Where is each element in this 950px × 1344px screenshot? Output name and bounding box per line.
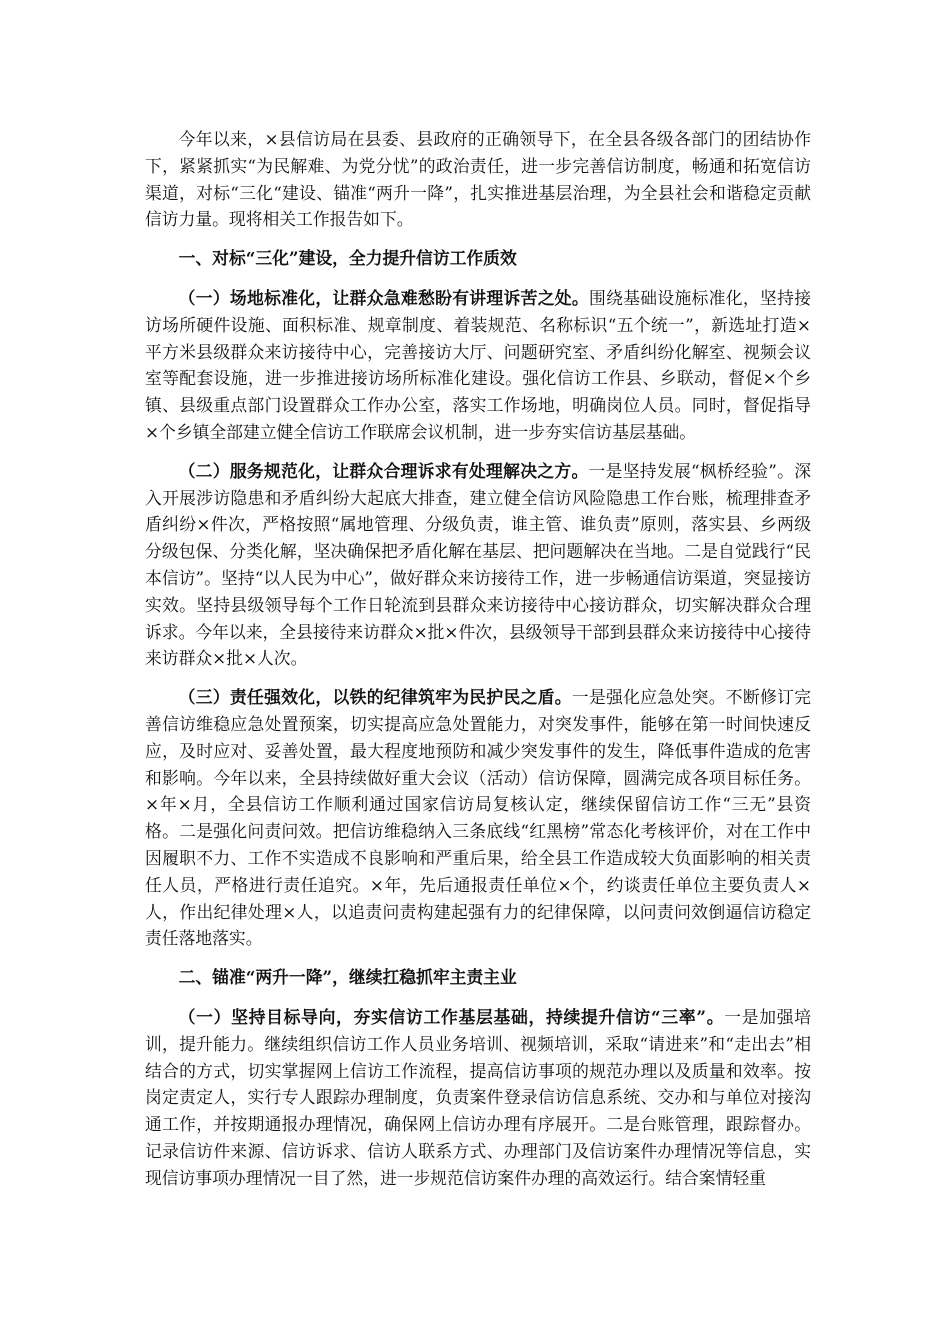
section-2-item-1-body: 一是加强培训，提升能力。继续组织信访工作人员业务培训、视频培训，采取“请进来”和“走出去”相结合的方式，切实掌握网上信访工作流程，提高信访事项的规范办理以及质量和效率。按岗定责定人，实行专人跟踪办理制度，负责案件登录信访信息系统、交办和与单位对接沟通工作，并按期通报办理情况，确保网上信访办理有序展开。二是台账管理，跟踪督办。记录信访件来源、信访诉求、信访人联系方式、办理部门及信访案件办理情况等信息，实现信访事项办理情况一目了然，进一步规范信访案件办理的高效运行。结合案情轻重 xyxy=(145,1006,811,1188)
section-1-item-1-body: 围绕基础设施标准化，坚持接访场所硬件设施、面积标准、规章制度、着装规范、名称标识“五个统一”，新选址打造×平方米县级群众来访接待中心，完善接访大厅、问题研究室、矛盾纠纷化解室、视频会议室等配套设施，进一步推进接访场所标准化建设。强化信访工作县、乡联动，督促×个乡镇、县级重点部门设置群众工作办公室，落实工作场地，明确岗位人员。同时，督促指导×个乡镇全部建立健全信访工作联席会议机制，进一步夯实信访基层基础。 xyxy=(145,287,811,442)
document-page xyxy=(145,126,811,1191)
section-1-item-3-title: （三）责任强效化，以铁的纪律筑牢为民护民之盾。 xyxy=(178,687,572,708)
section-2-item-1 xyxy=(145,1004,811,1192)
section-1-item-2 xyxy=(145,458,811,672)
section-1-item-3-body: 一是强化应急处突。不断修订完善信访维稳应急处置预案，切实提高应急处置能力，对突发事件，能够在第一时间快速反应，及时应对、妥善处置，最大程度地预防和减少突发事件的发生，降低事件造成的危害和影响。今年以来，全县持续做好重大会议（活动）信访保障，圆满完成各项目标任务。×年×月，全县信访工作顺利通过国家信访局复核认定，继续保留信访工作“三无”县资格。二是强化问责问效。把信访维稳纳入三条底线“红黑榜”常态化考核评价，对在工作中因履职不力、工作不实造成不良影响和严重后果，给全县工作造成较大负面影响的相关责任人员，严格进行责任追究。×年，先后通报责任单位×个，约谈责任单位主要负责人×人，作出纪律处理×人，以追责问责构建起强有力的纪律保障，以问责问效倒逼信访稳定责任落地落实。 xyxy=(145,687,811,949)
section-1-heading: 一、对标“三化”建设，全力提升信访工作质效 xyxy=(178,248,517,269)
section-2-item-1-title: （一）坚持目标导向，夯实信访工作基层基础，持续提升信访“三率”。 xyxy=(178,1006,725,1027)
section-1-item-2-title: （二）服务规范化，让群众合理诉求有处理解决之方。 xyxy=(178,460,589,481)
intro-paragraph: 今年以来，×县信访局在县委、县政府的正确领导下，在全县各级各部门的团结协作下，紧紧抓实“为民解难、为党分忧”的政治责任，进一步完善信访制度，畅通和拓宽信访渠道，对标“三化“建设、锚准“两升一降”，扎实推进基层治理，为全县社会和谐稳定贡献信访力量。现将相关工作报告如下。 xyxy=(145,129,811,230)
section-2-heading: 二、锚准“两升一降”，继续扛稳抓牢主责主业 xyxy=(178,967,517,988)
section-1-item-2-body: 一是坚持发展“枫桥经验”。深入开展涉访隐患和矛盾纠纷大起底大排查，建立健全信访风险隐患工作台账，梳理排查矛盾纠纷×件次，严格按照“属地管理、分级负责，谁主管、谁负责”原则，落实县、乡两级分级包保、分类化解，坚决确保把矛盾化解在基层、把问题解决在当地。二是自觉践行“民本信访”。坚持“以人民为中心”，做好群众来访接待工作，进一步畅通信访渠道，突显接访实效。坚持县级领导每个工作日轮流到县群众来访接待中心接访群众，切实解决群众合理诉求。今年以来，全县接待来访群众×批×件次，县级领导干部到县群众来访接待中心接待来访群众×批×人次。 xyxy=(145,460,811,669)
section-1-item-1 xyxy=(145,285,811,446)
section-1-item-3 xyxy=(145,684,811,952)
section-1-item-1-title: （一）场地标准化，让群众急难愁盼有讲理诉苦之处。 xyxy=(178,287,589,308)
